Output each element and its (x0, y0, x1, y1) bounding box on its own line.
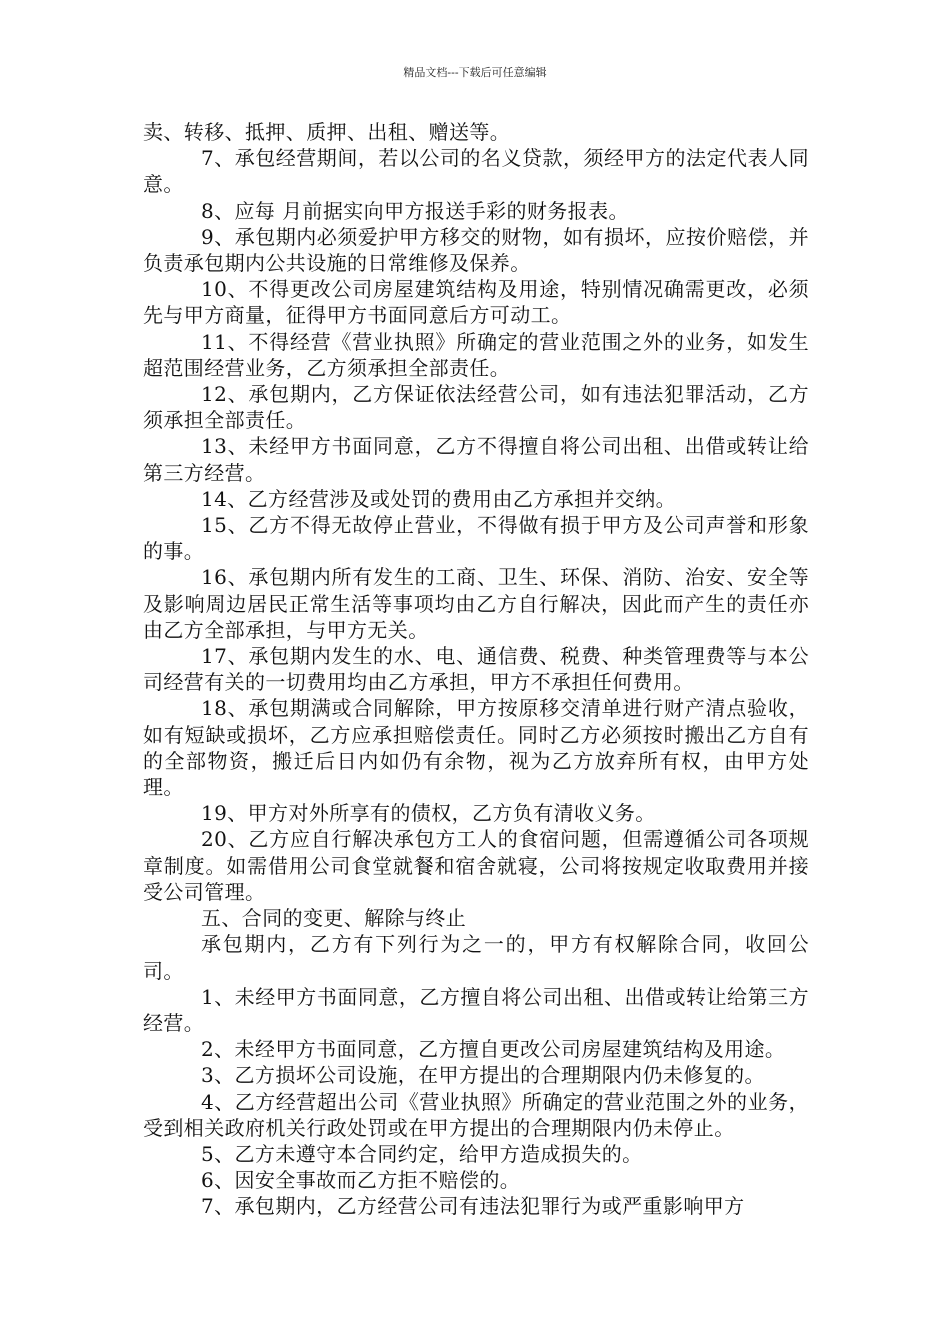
paragraph: 12、承包期内，乙方保证依法经营公司，如有违法犯罪活动，乙方须承担全部责任。 (143, 382, 809, 433)
document-body (143, 119, 809, 1220)
paragraph: 13、未经甲方书面同意，乙方不得擅自将公司出租、出借或转让给第三方经营。 (143, 434, 809, 485)
section-heading: 五、合同的变更、解除与终止 (201, 906, 467, 931)
paragraph: 1、未经甲方书面同意，乙方擅自将公司出租、出借或转让给第三方经营。 (143, 984, 809, 1035)
paragraph: 卖、转移、抵押、质押、出租、赠送等。 (143, 120, 511, 144)
paragraph: 14、乙方经营涉及或处罚的费用由乙方承担并交纳。 (201, 486, 677, 511)
paragraph: 10、不得更改公司房屋建筑结构及用途，特别情况确需更改，必须先与甲方商量，征得甲方书面同意后方可动工。 (143, 277, 809, 328)
paragraph: 5、乙方未遵守本合同约定，给甲方造成损失的。 (201, 1141, 643, 1166)
paragraph: 7、承包经营期间，若以公司的名义贷款，须经甲方的法定代表人同意。 (143, 146, 809, 197)
paragraph: 16、承包期内所有发生的工商、卫生、环保、消防、治安、安全等及影响周边居民正常生活等事项均由乙方自行解决，因此而产生的责任亦由乙方全部承担，与甲方无关。 (143, 565, 809, 642)
paragraph: 2、未经甲方书面同意，乙方擅自更改公司房屋建筑结构及用途。 (201, 1037, 786, 1062)
paragraph: 承包期内，乙方有下列行为之一的，甲方有权解除合同，收回公司。 (143, 932, 809, 983)
paragraph: 17、承包期内发生的水、电、通信费、税费、种类管理费等与本公司经营有关的一切费用均由乙方承担，甲方不承担任何费用。 (143, 644, 809, 695)
paragraph: 7、承包期内，乙方经营公司有违法犯罪行为或严重影响甲方 (201, 1194, 745, 1219)
paragraph: 8、应每 月前据实向甲方报送手彩的财务报表。 (201, 198, 629, 223)
paragraph: 18、承包期满或合同解除，甲方按原移交清单进行财产清点验收，如有短缺或损坏，乙方应承担赔偿责任。同时乙方必须按时搬出乙方自有的全部物资，搬迁后日内如仍有余物，视为乙方放弃所有权，由甲方处理。 (143, 696, 809, 800)
paragraph: 3、乙方损坏公司设施，在甲方提出的合理期限内仍未修复的。 (201, 1063, 765, 1088)
paragraph: 9、承包期内必须爱护甲方移交的财物，如有损坏，应按价赔偿，并负责承包期内公共设施的日常维修及保养。 (143, 224, 809, 276)
paragraph: 20、乙方应自行解决承包方工人的食宿问题，但需遵循公司各项规章制度。如需借用公司食堂就餐和宿舍就寝，公司将按规定收取费用并接受公司管理。 (143, 827, 809, 904)
paragraph: 4、乙方经营超出公司《营业执照》所确定的营业范围之外的业务，受到相关政府机关行政处罚或在甲方提出的合理期限内仍未停止。 (143, 1089, 809, 1140)
paragraph: 19、甲方对外所享有的债权，乙方负有清收义务。 (201, 801, 656, 826)
paragraph: 11、不得经营《营业执照》所确定的营业范围之外的业务，如发生超范围经营业务，乙方须承担全部责任。 (143, 329, 809, 380)
paragraph: 15、乙方不得无故停止营业，不得做有损于甲方及公司声誉和形象的事。 (143, 513, 809, 564)
paragraph: 6、因安全事故而乙方拒不赔偿的。 (201, 1168, 521, 1193)
page-header: 精品文档---下载后可任意编辑 (403, 66, 547, 79)
